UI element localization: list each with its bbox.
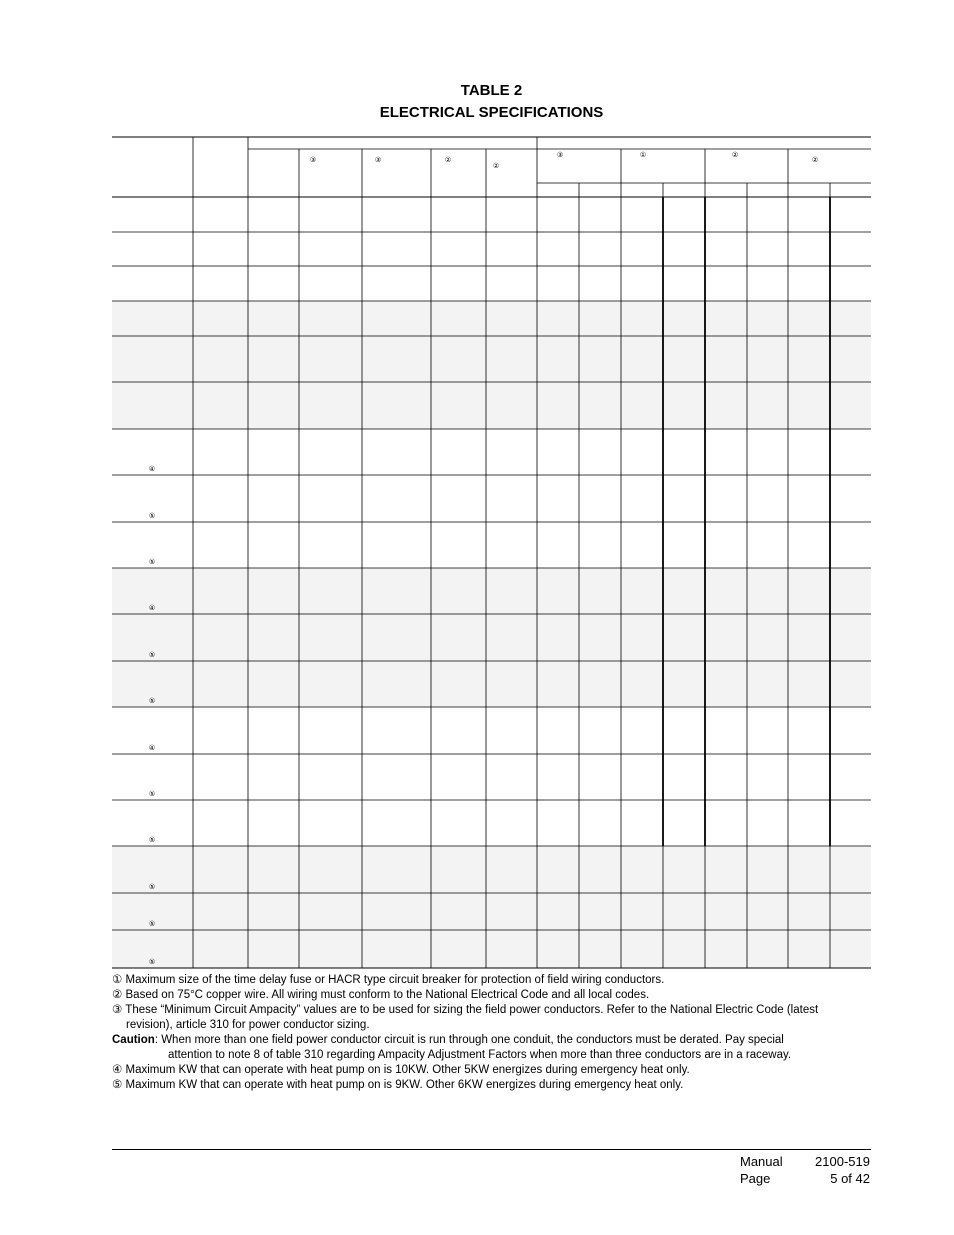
note-5: ⑤ Maximum KW that can operate with heat pump on is 9KW. Other 6KW energizes during emergency heat only. [112, 1079, 684, 1091]
row-shading [112, 301, 871, 336]
caution-note [112, 1033, 902, 1048]
note-2: ② Based on 75°C copper wire. All wiring must conform to the National Electrical Code and all local codes. [112, 989, 650, 1001]
caution-label: Caution [112, 1034, 155, 1046]
row-note-marker: ⑤ [148, 697, 156, 705]
row-shading [112, 382, 871, 429]
row-note-marker: ⑤ [148, 558, 156, 566]
note-3-continued: revision), article 310 for power conductor sizing. [126, 1019, 370, 1031]
row-note-marker: ⑤ [148, 790, 156, 798]
caution-note-continued: attention to note 8 of table 310 regarding Ampacity Adjustment Factors when more than three conductors are in a raceway. [168, 1049, 792, 1061]
row-note-marker: ⑤ [148, 836, 156, 844]
row-shading [112, 930, 871, 968]
row-note-marker: ④ [148, 604, 156, 612]
row-note-marker: ⑤ [148, 512, 156, 520]
note-1: ① Maximum size of the time delay fuse or HACR type circuit breaker for protection of field wiring conductors. [112, 974, 665, 986]
header-note-marker: ② [492, 162, 500, 170]
table-notes [112, 973, 902, 1093]
header-note-marker: ② [731, 151, 739, 159]
header-note-marker: ③ [374, 156, 382, 164]
header-note-marker: ③ [556, 151, 564, 159]
row-note-marker: ⑤ [148, 651, 156, 659]
table-title: ELECTRICAL SPECIFICATIONS [379, 104, 604, 121]
row-shading [112, 614, 871, 661]
footer-values [800, 1153, 870, 1187]
header-note-marker: ② [444, 156, 452, 164]
row-shading [112, 846, 871, 893]
manual-label: Manual [740, 1154, 783, 1169]
caution-text: : When more than one field power conductor circuit is run through one conduit, the conductors must be derated. Pay special [154, 1034, 784, 1046]
page-label: Page [740, 1171, 771, 1186]
header-note-marker: ③ [309, 156, 317, 164]
table-number-title: TABLE 2 [460, 82, 523, 99]
header-note-marker: ② [811, 156, 819, 164]
row-shading [112, 568, 871, 614]
footer-rule [112, 1149, 871, 1150]
header-note-marker: ① [639, 151, 647, 159]
note-4: ④ Maximum KW that can operate with heat pump on is 10KW. Other 5KW energizes during emergency heat only. [112, 1064, 690, 1076]
note-3: ③ These “Minimum Circuit Ampacity” values are to be used for sizing the field power conductors. Refer to the National Electric Code (latest [112, 1004, 819, 1016]
row-note-marker: ⑤ [148, 883, 156, 891]
row-shading [112, 336, 871, 382]
page-number: 5 of 42 [830, 1171, 870, 1186]
row-shading [112, 893, 871, 930]
row-shading [112, 661, 871, 707]
footer-labels [740, 1153, 783, 1187]
row-note-marker: ④ [148, 744, 156, 752]
manual-number: 2100-519 [815, 1154, 870, 1169]
row-note-marker: ⑤ [148, 958, 156, 966]
row-note-marker: ⑤ [148, 920, 156, 928]
row-note-marker: ④ [148, 465, 156, 473]
